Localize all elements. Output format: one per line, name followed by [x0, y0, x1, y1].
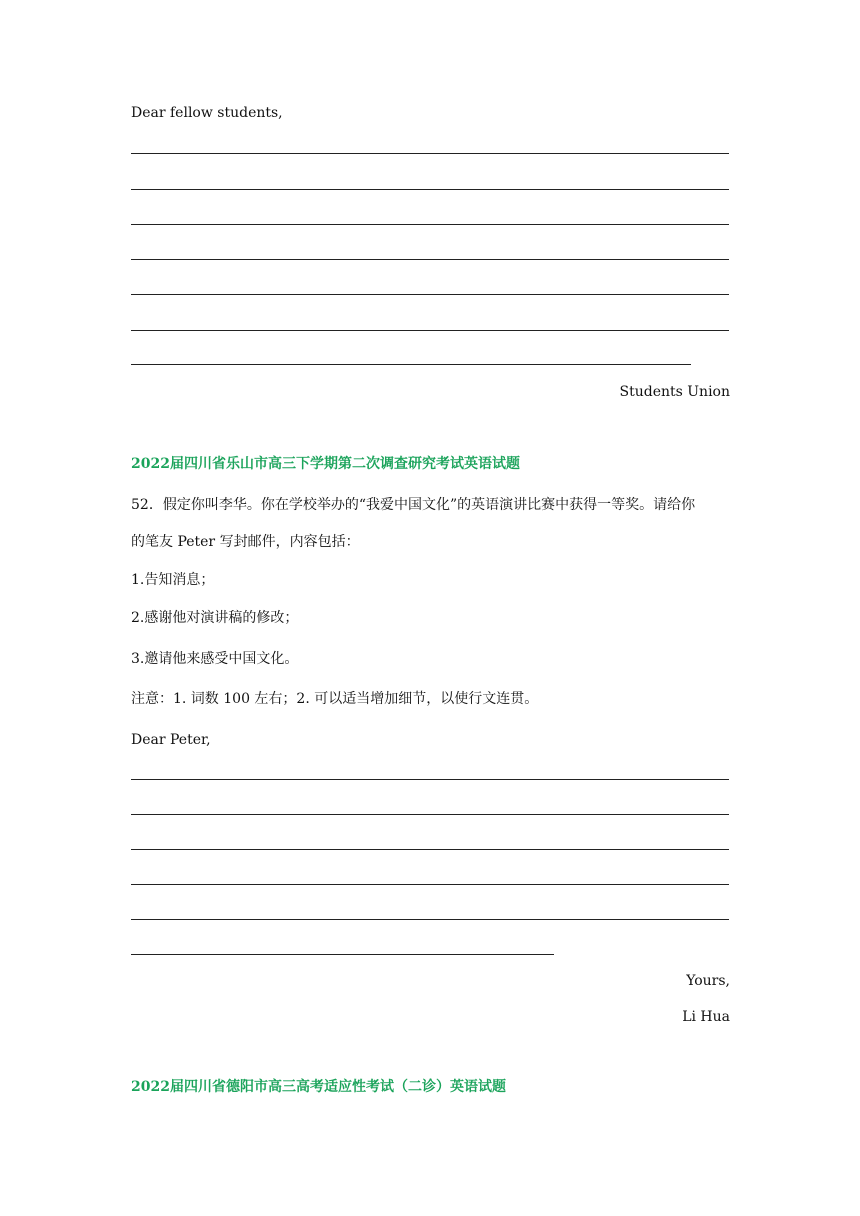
note: 注意：1. 词数 100 左右；2. 可以适当增加细节，以使行文连贯。	[131, 691, 539, 707]
exam-heading-deyang: 2022届四川省德阳市高三高考适应性考试（二诊）英语试题	[131, 1079, 506, 1095]
signature-students-union: Students Union	[619, 384, 730, 400]
point-1: 1.告知消息；	[131, 572, 215, 588]
prompt-line-1: 52．假定你叫李华。你在学校举办的“我爱中国文化”的英语演讲比赛中获得一等奖。请给你	[131, 497, 696, 513]
answer-line-short	[131, 954, 554, 955]
salutation-dear-peter: Dear Peter,	[131, 732, 211, 748]
answer-line	[131, 779, 729, 780]
answer-line	[131, 294, 729, 295]
point-3: 3.邀请他来感受中国文化。	[131, 651, 299, 667]
answer-line	[131, 189, 729, 190]
signature-name: Li Hua	[682, 1009, 730, 1025]
answer-line	[131, 259, 729, 260]
answer-line	[131, 814, 729, 815]
salutation-fellow-students: Dear fellow students,	[131, 105, 283, 121]
answer-line	[131, 849, 729, 850]
answer-line-short	[131, 364, 691, 365]
exam-heading-leshan: 2022届四川省乐山市高三下学期第二次调查研究考试英语试题	[131, 456, 520, 472]
point-2: 2.感谢他对演讲稿的修改；	[131, 610, 299, 626]
answer-line	[131, 884, 729, 885]
answer-line	[131, 153, 729, 154]
closing-yours: Yours,	[686, 973, 730, 989]
answer-line	[131, 224, 729, 225]
answer-line	[131, 919, 729, 920]
prompt-line-2: 的笔友 Peter 写封邮件，内容包括：	[131, 534, 360, 550]
answer-line	[131, 330, 729, 331]
